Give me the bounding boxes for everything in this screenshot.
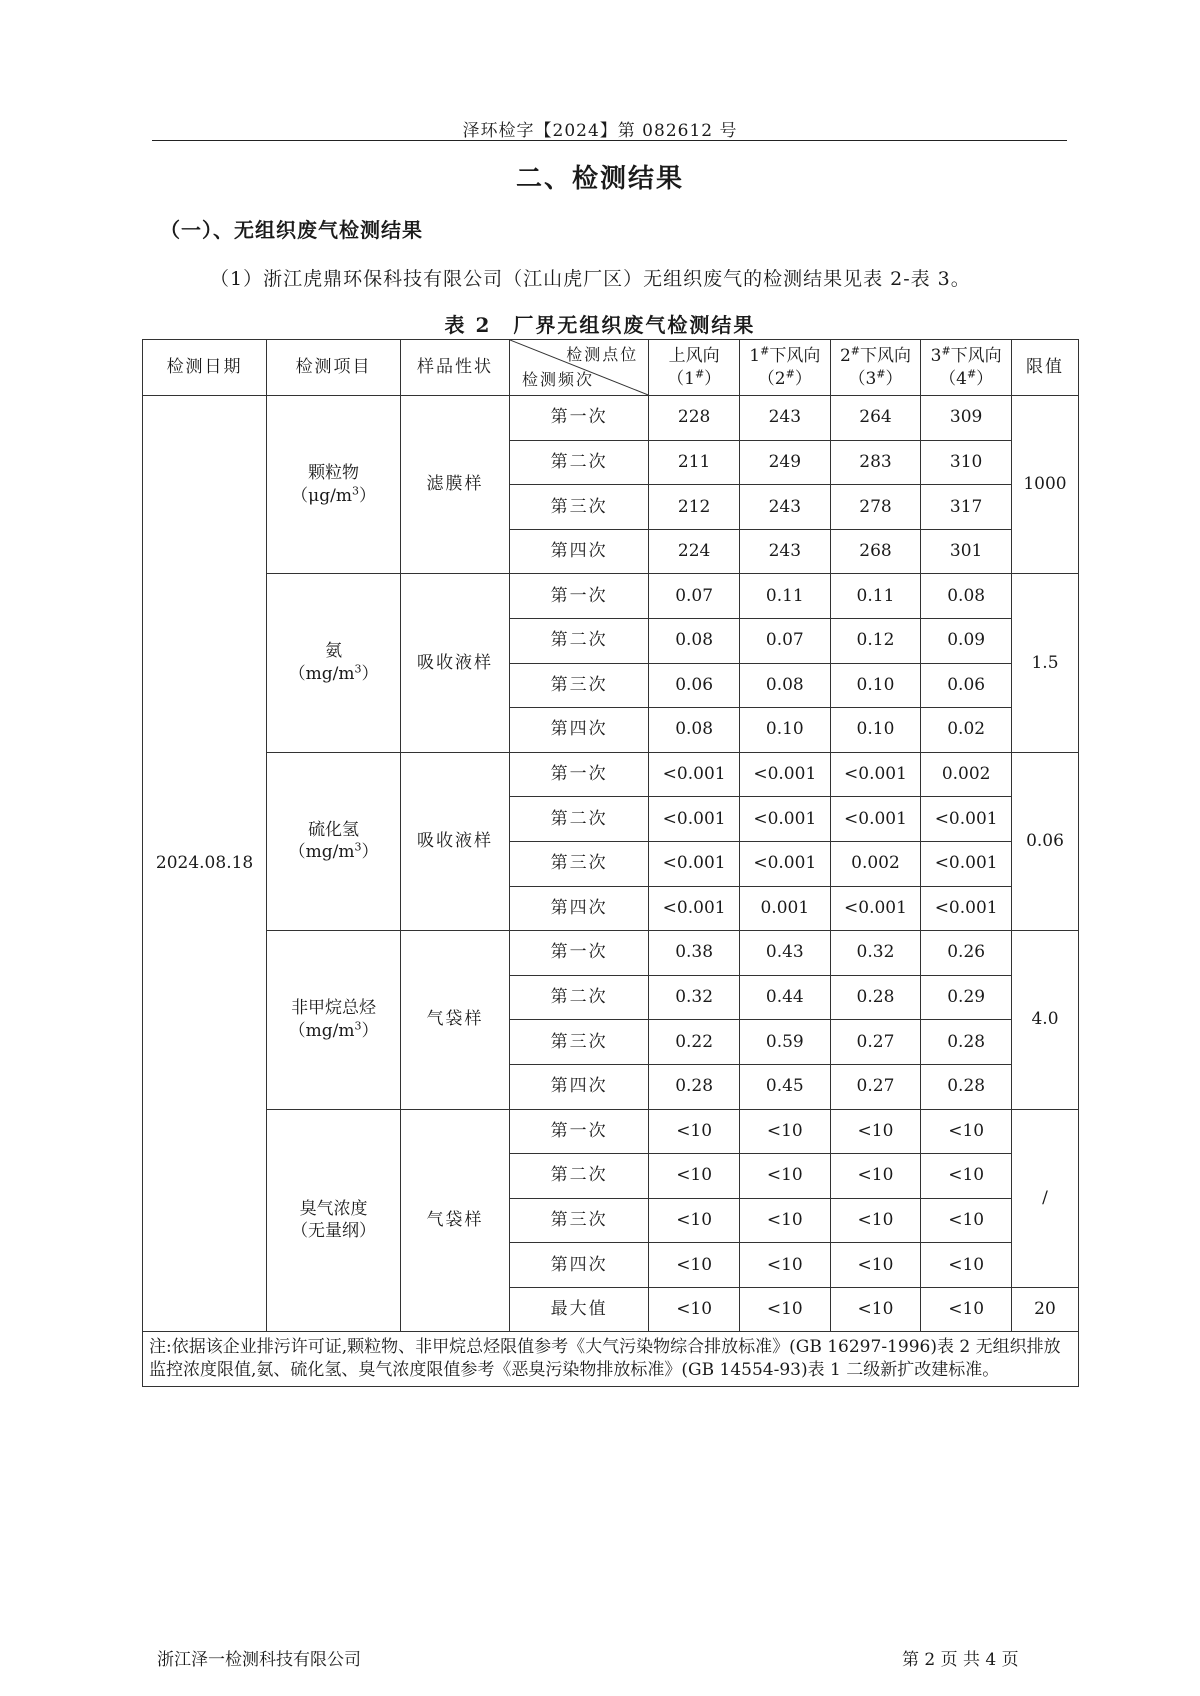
item-cell <box>267 1109 401 1332</box>
value-cell: <10 <box>830 1243 921 1288</box>
frequency-cell: 第三次 <box>510 841 649 886</box>
value-cell: <10 <box>921 1287 1012 1332</box>
value-cell: 0.07 <box>739 618 830 663</box>
value-cell: <10 <box>739 1154 830 1199</box>
value-cell: <10 <box>739 1198 830 1243</box>
frequency-cell: 第四次 <box>510 886 649 931</box>
sample-cell: 气袋样 <box>401 1109 510 1332</box>
value-cell: <0.001 <box>739 752 830 797</box>
header-point-1-code: （1#） <box>667 366 722 389</box>
value-cell: <10 <box>739 1243 830 1288</box>
value-cell: 0.32 <box>830 931 921 976</box>
value-cell: <0.001 <box>830 886 921 931</box>
frequency-cell: 第三次 <box>510 663 649 708</box>
frequency-cell: 第二次 <box>510 1154 649 1199</box>
sample-cell: 气袋样 <box>401 931 510 1109</box>
limit-cell: 0.06 <box>1011 752 1078 930</box>
header-frequency-label: 检测频次 <box>522 370 595 390</box>
value-cell: 0.27 <box>830 1020 921 1065</box>
value-cell: <0.001 <box>830 752 921 797</box>
value-cell: 0.43 <box>739 931 830 976</box>
date-cell: 2024.08.18 <box>143 396 267 1332</box>
table-body <box>143 396 1079 1332</box>
item-name: 臭气浓度 <box>299 1198 368 1219</box>
value-cell: <0.001 <box>739 797 830 842</box>
value-cell: 0.22 <box>649 1020 740 1065</box>
header-point-3-name: 2#下风向 <box>839 343 911 366</box>
note-row <box>143 1332 1079 1387</box>
value-cell: 0.08 <box>649 618 740 663</box>
value-cell: 228 <box>649 396 740 441</box>
item-unit: $(mg/m^3)$ <box>288 1019 379 1041</box>
header-point-2 <box>739 340 830 396</box>
value-cell: 243 <box>739 485 830 530</box>
footer-company: 浙江泽一检测科技有限公司 <box>157 1650 361 1670</box>
value-cell: 0.28 <box>649 1064 740 1109</box>
value-cell: 268 <box>830 529 921 574</box>
item-unit: （无量纲） <box>291 1221 377 1242</box>
section-title: 二、检测结果 <box>515 164 684 194</box>
frequency-cell: 第三次 <box>510 1020 649 1065</box>
header-limit: 限值 <box>1011 340 1078 396</box>
frequency-cell: 第一次 <box>510 574 649 619</box>
header-point-4-name: 3#下风向 <box>930 343 1002 366</box>
sample-cell: 吸收液样 <box>401 574 510 752</box>
value-cell: 0.11 <box>830 574 921 619</box>
frequency-cell: 第一次 <box>510 931 649 976</box>
value-cell: 243 <box>739 529 830 574</box>
value-cell: 0.27 <box>830 1064 921 1109</box>
value-cell: <0.001 <box>649 841 740 886</box>
item-cell <box>267 931 401 1109</box>
value-cell: <10 <box>739 1109 830 1154</box>
value-cell: 0.001 <box>739 886 830 931</box>
value-cell: <10 <box>830 1198 921 1243</box>
value-cell: 0.08 <box>921 574 1012 619</box>
sample-cell: 吸收液样 <box>401 752 510 930</box>
table-caption: 表 2 厂界无组织废气检测结果 <box>444 313 756 337</box>
header-point-2-name: 1#下风向 <box>749 343 821 366</box>
frequency-cell: 第二次 <box>510 618 649 663</box>
value-cell: <0.001 <box>921 797 1012 842</box>
value-cell: <0.001 <box>830 797 921 842</box>
value-cell: 278 <box>830 485 921 530</box>
report-number: 泽环检字【2024】第 082612 号 <box>462 121 738 141</box>
item-name: 氨 <box>325 641 343 662</box>
item-name: 非甲烷总烃 <box>291 997 377 1018</box>
value-cell: <10 <box>649 1154 740 1199</box>
table-row <box>143 396 1079 441</box>
value-cell: 317 <box>921 485 1012 530</box>
value-cell: <10 <box>921 1198 1012 1243</box>
value-cell: 301 <box>921 529 1012 574</box>
value-cell: <10 <box>649 1109 740 1154</box>
item-name: 硫化氢 <box>308 819 360 840</box>
header-point-3 <box>830 340 921 396</box>
intro-text: （1）浙江虎鼎环保科技有限公司（江山虎厂区）无组织废气的检测结果见表 2-表 3。 <box>210 268 971 290</box>
table-row <box>143 1109 1079 1154</box>
header-point-4 <box>921 340 1012 396</box>
value-cell: <0.001 <box>649 752 740 797</box>
results-table <box>142 339 1079 1387</box>
item-unit: $(mg/m^3)$ <box>288 840 379 863</box>
value-cell: 212 <box>649 485 740 530</box>
value-cell: 0.002 <box>921 752 1012 797</box>
subsection-title: （一）、无组织废气检测结果 <box>160 218 423 242</box>
frequency-cell: 第二次 <box>510 975 649 1020</box>
value-cell: <10 <box>921 1154 1012 1199</box>
value-cell: 310 <box>921 440 1012 485</box>
table-note: 注:依据该企业排污许可证,颗粒物、非甲烷总烃限值参考《大气污染物综合排放标准》(GB 16297-1996)表 2 无组织排放监控浓度限值,氨、硫化氢、臭气浓度限值参考《恶臭污染物排放标准》(GB 14554-93)表 1 二级新扩改建标准。 <box>143 1332 1079 1387</box>
frequency-cell: 第二次 <box>510 797 649 842</box>
header-item: 检测项目 <box>267 340 401 396</box>
value-cell: <0.001 <box>921 841 1012 886</box>
value-cell: <0.001 <box>739 841 830 886</box>
header-rule <box>152 140 1067 141</box>
value-cell: 0.10 <box>739 708 830 753</box>
limit-cell: / <box>1011 1109 1078 1287</box>
frequency-cell: 第一次 <box>510 752 649 797</box>
value-cell: <0.001 <box>921 886 1012 931</box>
value-cell: 249 <box>739 440 830 485</box>
value-cell: 0.09 <box>921 618 1012 663</box>
frequency-cell: 第二次 <box>510 440 649 485</box>
frequency-cell: 第四次 <box>510 1243 649 1288</box>
value-cell: 264 <box>830 396 921 441</box>
header-point-3-code: （3#） <box>848 366 903 389</box>
value-cell: 0.45 <box>739 1064 830 1109</box>
table-row <box>143 574 1079 619</box>
header-point-4-code: （4#） <box>939 366 994 389</box>
header-point-2-code: （2#） <box>757 366 812 389</box>
value-cell: 0.02 <box>921 708 1012 753</box>
value-cell: 0.08 <box>739 663 830 708</box>
frequency-cell: 第三次 <box>510 485 649 530</box>
item-cell <box>267 574 401 752</box>
value-cell: 224 <box>649 529 740 574</box>
header-point-1 <box>649 340 740 396</box>
value-cell: 211 <box>649 440 740 485</box>
value-cell: 0.29 <box>921 975 1012 1020</box>
sample-cell: 滤膜样 <box>401 396 510 574</box>
frequency-cell: 第一次 <box>510 1109 649 1154</box>
table-row <box>143 931 1079 976</box>
value-cell: <10 <box>649 1287 740 1332</box>
value-cell: 0.10 <box>830 663 921 708</box>
header-point-label: 检测点位 <box>566 345 639 364</box>
value-cell: 0.38 <box>649 931 740 976</box>
table-header-row <box>143 340 1079 396</box>
value-cell: 0.10 <box>830 708 921 753</box>
value-cell: <10 <box>830 1154 921 1199</box>
item-cell <box>267 396 401 574</box>
value-cell: 0.08 <box>649 708 740 753</box>
item-cell <box>267 752 401 930</box>
footer-page-number: 第 2 页 共 4 页 <box>902 1650 1019 1670</box>
value-cell: 0.002 <box>830 841 921 886</box>
header-sample: 样品性状 <box>401 340 510 396</box>
frequency-cell: 第四次 <box>510 708 649 753</box>
frequency-cell: 第一次 <box>510 396 649 441</box>
header-date: 检测日期 <box>143 340 267 396</box>
frequency-cell: 最大值 <box>510 1287 649 1332</box>
value-cell: <10 <box>649 1198 740 1243</box>
limit-cell: 1000 <box>1011 396 1078 574</box>
value-cell: 309 <box>921 396 1012 441</box>
value-cell: 0.12 <box>830 618 921 663</box>
value-cell: <10 <box>649 1243 740 1288</box>
limit-cell: 20 <box>1011 1287 1078 1332</box>
value-cell: 0.32 <box>649 975 740 1020</box>
value-cell: 0.07 <box>649 574 740 619</box>
value-cell: 0.06 <box>921 663 1012 708</box>
value-cell: 0.11 <box>739 574 830 619</box>
value-cell: <0.001 <box>649 797 740 842</box>
value-cell: 0.28 <box>921 1020 1012 1065</box>
value-cell: <10 <box>921 1109 1012 1154</box>
frequency-cell: 第四次 <box>510 529 649 574</box>
value-cell: 283 <box>830 440 921 485</box>
frequency-cell: 第三次 <box>510 1198 649 1243</box>
header-point-1-name: 上风向 <box>668 345 720 366</box>
header-diagonal-cell <box>510 340 649 396</box>
value-cell: 243 <box>739 396 830 441</box>
value-cell: 0.06 <box>649 663 740 708</box>
limit-cell: 1.5 <box>1011 574 1078 752</box>
value-cell: <10 <box>830 1109 921 1154</box>
value-cell: 0.28 <box>830 975 921 1020</box>
limit-cell: 4.0 <box>1011 931 1078 1109</box>
value-cell: <10 <box>921 1243 1012 1288</box>
value-cell: 0.26 <box>921 931 1012 976</box>
item-name: 颗粒物 <box>308 462 360 483</box>
value-cell: <10 <box>739 1287 830 1332</box>
value-cell: 0.44 <box>739 975 830 1020</box>
value-cell: <0.001 <box>649 886 740 931</box>
item-unit: $(mg/m^3)$ <box>288 662 379 685</box>
frequency-cell: 第四次 <box>510 1064 649 1109</box>
table-row <box>143 752 1079 797</box>
value-cell: 0.59 <box>739 1020 830 1065</box>
value-cell: <10 <box>830 1287 921 1332</box>
value-cell: 0.28 <box>921 1064 1012 1109</box>
item-unit: $(\mu g/m^3)$ <box>291 484 376 506</box>
